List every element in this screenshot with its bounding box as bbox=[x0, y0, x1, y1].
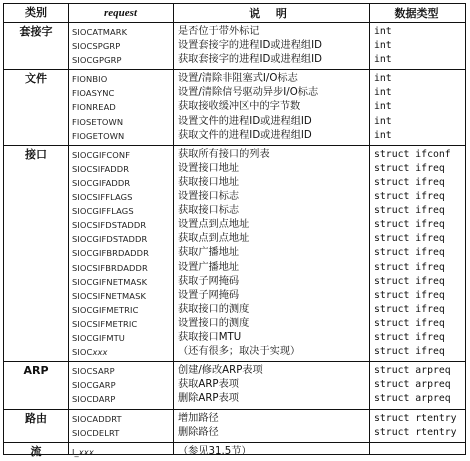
table-row bbox=[4, 39, 465, 53]
request-cell: SIOCGIFBRDADDR bbox=[72, 248, 150, 259]
description-cell: 设置接口标志 bbox=[178, 191, 240, 203]
table-row bbox=[4, 345, 465, 359]
description-cell: 设置套接字的进程ID或进程组ID bbox=[178, 40, 322, 52]
request-cell: SIOCGIFCONF bbox=[72, 149, 131, 160]
table-row bbox=[4, 115, 465, 129]
request-cell: I_xxx bbox=[72, 446, 94, 457]
request-cell: SIOCGIFMETRIC bbox=[72, 304, 139, 315]
table-group bbox=[4, 409, 465, 442]
header-description: 说 明 bbox=[249, 7, 293, 20]
description-cell: 设置/清除信号驱动异步I/O标志 bbox=[178, 87, 319, 99]
request-cell: FIONREAD bbox=[72, 102, 116, 113]
description-cell: 设置文件的进程ID或进程组ID bbox=[178, 115, 312, 127]
table-row bbox=[4, 289, 465, 303]
description-cell: 获取文件的进程ID或进程组ID bbox=[178, 129, 312, 141]
group-category: 套接字 bbox=[19, 25, 53, 38]
datatype-cell: struct ifreq bbox=[374, 332, 445, 344]
description-cell: 获取所有接口的列表 bbox=[178, 148, 270, 160]
request-cell: FIOSETOWN bbox=[72, 116, 124, 127]
datatype-cell: struct ifreq bbox=[374, 219, 445, 231]
description-cell: 获取接口地址 bbox=[178, 176, 240, 188]
column-divider bbox=[68, 4, 69, 454]
datatype-cell: struct ifreq bbox=[374, 176, 445, 188]
table-row bbox=[4, 72, 465, 86]
table-row bbox=[4, 218, 465, 232]
datatype-cell: struct ifreq bbox=[374, 275, 445, 287]
request-cell: SIOCSPGRP bbox=[72, 41, 121, 52]
table-row bbox=[4, 412, 465, 426]
description-cell: 获取接口MTU bbox=[178, 332, 242, 344]
description-cell: 获取套接字的进程ID或进程组ID bbox=[178, 54, 322, 66]
datatype-cell: struct ifreq bbox=[374, 261, 445, 273]
description-cell: （参见31.5节） bbox=[178, 445, 252, 457]
description-cell: 获取接口标志 bbox=[178, 205, 240, 217]
description-cell: 设置子网掩码 bbox=[178, 289, 240, 301]
request-cell: SIOCGPGRP bbox=[72, 55, 122, 66]
table-row bbox=[4, 392, 465, 406]
request-cell: SIOCSIFADDR bbox=[72, 163, 130, 174]
table-group bbox=[4, 23, 465, 69]
description-cell: 获取点到点地址 bbox=[178, 233, 250, 245]
request-cell: SIOCSIFBRDADDR bbox=[72, 262, 148, 273]
table-row bbox=[4, 204, 465, 218]
request-cell: SIOCGIFDSTADDR bbox=[72, 234, 148, 245]
table-row bbox=[4, 246, 465, 260]
description-cell: 增加路径 bbox=[178, 412, 219, 424]
table-row bbox=[4, 426, 465, 440]
ioctl-request-table bbox=[3, 3, 466, 458]
description-cell: 获取ARP表项 bbox=[178, 379, 239, 391]
column-divider bbox=[369, 4, 370, 454]
description-cell: 设置点到点地址 bbox=[178, 219, 250, 231]
table-row bbox=[4, 86, 465, 100]
request-cell: SIOCSIFFLAGS bbox=[72, 192, 133, 203]
datatype-cell: int bbox=[374, 54, 392, 66]
datatype-cell: struct ifconf bbox=[374, 148, 451, 160]
column-divider bbox=[173, 4, 174, 454]
datatype-cell: int bbox=[374, 73, 392, 85]
request-cell: SIOCxxx bbox=[72, 347, 108, 358]
table-row bbox=[4, 162, 465, 176]
group-category: 路由 bbox=[25, 411, 47, 425]
table-row bbox=[4, 129, 465, 143]
table-row bbox=[4, 232, 465, 246]
request-cell: SIOCDARP bbox=[72, 394, 116, 405]
datatype-cell: int bbox=[374, 129, 392, 141]
request-cell: SIOCSARP bbox=[72, 366, 115, 377]
description-cell: 获取接收缓冲区中的字节数 bbox=[178, 101, 301, 113]
datatype-cell: int bbox=[374, 26, 392, 37]
header-category: 类别 bbox=[25, 7, 47, 19]
request-cell: SIOCDELRT bbox=[72, 427, 120, 438]
datatype-cell: struct ifreq bbox=[374, 205, 445, 217]
datatype-cell: struct arpreq bbox=[374, 379, 451, 391]
description-cell: 创建/修改ARP表项 bbox=[178, 365, 263, 377]
request-cell: SIOCGARP bbox=[72, 380, 116, 391]
description-cell: 设置接口的测度 bbox=[178, 317, 250, 329]
table-row bbox=[4, 317, 465, 331]
datatype-cell: int bbox=[374, 87, 392, 99]
description-cell: 删除路径 bbox=[178, 426, 219, 438]
table-row bbox=[4, 445, 465, 459]
table-row bbox=[4, 53, 465, 67]
request-cell: SIOCADDRT bbox=[72, 413, 122, 424]
description-cell: （还有很多；取决于实现） bbox=[178, 346, 301, 358]
group-category: 文件 bbox=[25, 72, 47, 86]
table-group bbox=[4, 145, 465, 362]
group-category: ARP bbox=[23, 364, 49, 378]
table-row bbox=[4, 190, 465, 204]
table-row bbox=[4, 25, 465, 39]
request-cell: SIOCSIFNETMASK bbox=[72, 290, 146, 301]
datatype-cell: struct ifreq bbox=[374, 303, 445, 315]
request-cell: SIOCSIFDSTADDR bbox=[72, 220, 147, 231]
table-row bbox=[4, 275, 465, 289]
table-row bbox=[4, 261, 465, 275]
description-cell: 获取子网掩码 bbox=[178, 275, 240, 287]
request-cell: FIONBIO bbox=[72, 74, 108, 85]
table-row bbox=[4, 378, 465, 392]
description-cell: 是否位于带外标记 bbox=[178, 26, 260, 37]
request-cell: SIOCGIFMTU bbox=[72, 333, 125, 344]
description-cell: 获取广播地址 bbox=[178, 247, 240, 259]
datatype-cell: struct ifreq bbox=[374, 346, 445, 358]
datatype-cell: struct rtentry bbox=[374, 412, 457, 424]
description-cell: 获取接口的测度 bbox=[178, 303, 250, 315]
table-header bbox=[4, 4, 465, 23]
datatype-cell: struct arpreq bbox=[374, 365, 451, 377]
request-cell: SIOCGIFFLAGS bbox=[72, 206, 134, 217]
datatype-cell: struct ifreq bbox=[374, 289, 445, 301]
request-cell: SIOCATMARK bbox=[72, 27, 128, 37]
group-category: 接口 bbox=[25, 147, 47, 161]
table-row bbox=[4, 331, 465, 345]
table-group bbox=[4, 442, 465, 461]
table-row bbox=[4, 176, 465, 190]
description-cell: 设置广播地址 bbox=[178, 261, 240, 273]
header-request: request bbox=[104, 7, 137, 19]
datatype-cell: int bbox=[374, 115, 392, 127]
request-cell: SIOCGIFADDR bbox=[72, 177, 131, 188]
table-group bbox=[4, 361, 465, 408]
description-cell: 设置接口地址 bbox=[178, 162, 240, 174]
request-cell: FIOGETOWN bbox=[72, 130, 125, 141]
datatype-cell: struct ifreq bbox=[374, 233, 445, 245]
request-cell: FIOASYNC bbox=[72, 88, 115, 99]
group-category: 流 bbox=[30, 444, 42, 458]
datatype-cell: struct ifreq bbox=[374, 247, 445, 259]
description-cell: 设置/清除非阻塞式I/O标志 bbox=[178, 73, 298, 85]
datatype-cell: int bbox=[374, 40, 392, 52]
table-row bbox=[4, 100, 465, 114]
table-row bbox=[4, 364, 465, 378]
datatype-cell: struct ifreq bbox=[374, 317, 445, 329]
request-cell: SIOCGIFNETMASK bbox=[72, 276, 148, 287]
header-datatype: 数据类型 bbox=[394, 7, 439, 20]
description-cell: 删除ARP表项 bbox=[178, 393, 239, 405]
datatype-cell: struct arpreq bbox=[374, 393, 451, 405]
datatype-cell: int bbox=[374, 101, 392, 113]
table-group bbox=[4, 69, 465, 145]
request-cell: SIOCSIFMETRIC bbox=[72, 318, 138, 329]
datatype-cell: struct ifreq bbox=[374, 162, 445, 174]
datatype-cell: struct ifreq bbox=[374, 191, 445, 203]
table-row bbox=[4, 148, 465, 162]
table-row bbox=[4, 303, 465, 317]
datatype-cell: struct rtentry bbox=[374, 426, 457, 438]
